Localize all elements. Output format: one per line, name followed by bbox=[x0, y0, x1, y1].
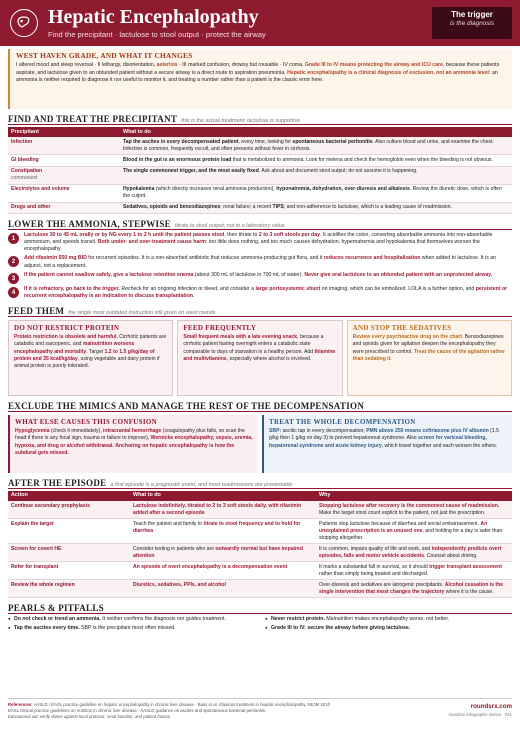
step-item: 1 Lactulose 30 to 45 mL orally or by NG every 1 to 2 h until the patient passes stool, then titrate to 2 to 3 soft stools per day. It acidifies the colon, converting absorbable ammonia into non-absorbable ammonium, and speeds transit. Both under- and over-treatment cause harm: too little does nothing, and too much causes dehydration, hypernatremia and hypokalemia that themselves worsen the encephalopathy. bbox=[8, 232, 512, 254]
list-item: ● Grade III to IV: secure the airway before giving lactulose. bbox=[265, 625, 512, 633]
section-precipitant-heading: FIND AND TREAT THE PRECIPITANT this is the actual treatment; lactulose is supportive bbox=[8, 113, 512, 125]
table-row: Refer for transplant An episode of overt encephalopathy is a decompensation event It marks a substantial fall in survival, so it should trigger transplant assessment rather than simply being treated and discharged. bbox=[8, 562, 512, 580]
list-item: ● Tap the ascites every time. SBP is the precipitant most often missed. bbox=[8, 625, 255, 633]
step-item: 2 Add rifaximin 550 mg BID for recurrent episodes. It is a non-absorbed antibiotic that reduces ammonia-producing gut flora, and it reduces recurrence and hospitalization when added to lactulose. It is an adjunct, not a replacement. bbox=[8, 255, 512, 270]
table-row: Infection Tap the ascites in every decompensated patient, every time, looking for spontaneous bacterial peritonitis. Also culture blood and urine, and examine the chest. Infection is common, frequently occult, and often presents without fever in cirrhosis. bbox=[8, 137, 512, 155]
references-2: EASL clinical practice guidelines on nutrition in chronic liver disease · AASLD guidance on ascites and spontaneous bacterial peritonitis. bbox=[8, 708, 267, 714]
series-label: roundsrx Infographic Series · #41 bbox=[448, 711, 512, 717]
step-item: 3 If the patient cannot swallow safely, give a lactulose retention enema (about 300 mL of lactulose in 700 mL of water). Never give oral lactulose to an obtunded patient with an unprotected airway. bbox=[8, 272, 512, 284]
mimics-boxes bbox=[8, 415, 512, 473]
step-item: 4 If it is refractory, go back to the trigger. Recheck for an ongoing infection or bleed, and consider a large portosystemic shunt on imaging, which can be embolized. LOLA is a further option, and persistent or recurrent encephalopathy is an indication to discuss transplantation. bbox=[8, 286, 512, 301]
table-header: What to do bbox=[120, 127, 512, 137]
references: References: AASLD / EASL practice guideline on hepatic encephalopathy in chronic liver disease · Bass et al, rifaximin treatment in hepatic encephalopathy, NEJM 2010 bbox=[8, 702, 330, 707]
disclaimer: Educational aid: verify doses against local protocol, renal function, and patient factors. bbox=[8, 714, 172, 720]
section-feed-heading: FEED THEM the single most outdated instruction still given on ward rounds bbox=[8, 305, 512, 317]
list-item: ● Do not check or trend an ammonia. It neither confirms the diagnosis nor guides treatment. bbox=[8, 616, 255, 624]
precipitant-table bbox=[8, 127, 512, 214]
box-stop-sedatives: AND STOP THE SEDATIVES Review every psychoactive drug on the chart. Benzodiazepines and opioids given for agitation deepen the encephalopathy they were prescribed to control. Treat the cause of the agitation rather than sedating it. bbox=[347, 320, 512, 396]
pearls-list bbox=[8, 616, 512, 633]
west-haven-callout bbox=[8, 49, 512, 109]
badge-title: The trigger bbox=[451, 10, 493, 19]
list-item: ● Never restrict protein. Malnutrition makes encephalopathy worse, not better. bbox=[265, 616, 512, 624]
box-decompensation: TREAT THE WHOLE DECOMPENSATION SBP: ascitic tap in every decompensation; PMN above 250 means ceftriaxone plus IV albumin (1.5 g/kg then 1 g/kg on day 3) to prevent hepatorenal syndrome. Also screen for variceal bleeding, hepatorenal syndrome and acute kidney injury, which travel together and each worsen the others. bbox=[262, 415, 512, 473]
page-title: Hepatic Encephalopathy bbox=[48, 6, 259, 28]
table-row: Continue secondary prophylaxis Lactulose indefinitely, titrated to 2 to 3 soft stools daily, with rifaximin added after a second episode Stopping lactulose after recovery is the commonest cause of readmission. Make the target stool count explicit to the patient, not just the prescription. bbox=[8, 501, 512, 519]
table-row: Explain the target Teach the patient and family to titrate to stool frequency and to hold for diarrhea Patients stop lactulose because of diarrhea and social embarrassment. An unexplained prescription is an unused one, and holding for a day is safer than stopping altogether. bbox=[8, 519, 512, 544]
liver-logo-icon bbox=[10, 9, 38, 37]
section-after-heading: AFTER THE EPISODE a first episode is a prognostic event, and most readmissions are preventable bbox=[8, 477, 512, 489]
brand-link[interactable]: roundsrx.com bbox=[470, 703, 512, 710]
header-banner bbox=[0, 0, 520, 46]
feed-boxes bbox=[8, 320, 512, 396]
table-row: Drugs and other Sedatives, opioids and benzodiazepines; renal failure; a recent TIPS; and non-adherence to lactulose, which is a leading cause of readmission. bbox=[8, 202, 512, 213]
brand bbox=[448, 703, 512, 717]
page-subtitle: Find the precipitant · lactulose to stool output · protect the airway bbox=[48, 30, 266, 39]
badge-subtitle: is the diagnosis bbox=[449, 20, 495, 28]
table-row: Review the whole regimen Diuretics, sedatives, PPIs, and alcohol Over-diuresis and sedatives are iatrogenic precipitants. Alcohol cessation is the single intervention that most changes the trajectory where it is the cause. bbox=[8, 580, 512, 598]
after-table: Action What to do Why Continue secondary prophylaxis Lactulose indefinitely, titrated to 2 to 3 soft stools daily, with rifaximin added after a second episode Stopping lactulose after recovery is the commonest cause of readmission. Make the target stool count explicit to the patient, not just the prescription. Explain the target Teach the patient and family to titrate to stool frequency and to hold for diarrhea Patients stop lactulose because of diarrhea and social embarrassment. An unexplained prescription is an unused one, and holding for a day is safer than stopping altogether. Screen for covert HE Consider testing in patients who are outwardly normal but have impaired attention It is common, impairs quality of life and work, and independently predicts overt episodes, falls and motor vehicle accidents. Counsel about driving. Refer for transplant An episode of overt encephalopathy is a decompensation event It marks a substantial fall in survival, so it should trigger transplant assessment rather than simply being treated and discharged. Review the whole regimen Diuretics, sedatives, PPIs, and alcohol Over-diuresis and sedatives are iatrogenic precipitants. Alcohol cessation is the single intervention that most changes the trajectory where it is the cause. bbox=[8, 491, 512, 599]
box-protein: DO NOT RESTRICT PROTEIN Protein restriction is obsolete and harmful. Cirrhotic patients are catabolic and sarcopenic, and malnutrition worsens encephalopathy and mortality. Target 1.2 to 1.5 g/kg/day of protein and 35 kcal/kg/day, using vegetable and dairy protein if animal protein is poorly tolerated. bbox=[8, 320, 173, 396]
box-mimics: WHAT ELSE CAUSES THIS CONFUSION Hypoglycemia (check it immediately), intracranial hemorrhage (coagulopathy plus falls, so scan the head if there is any focal sign, trauma or failure to improve), Wernicke encephalopathy, sepsis, uremia, hypoxia, and drug or alcohol withdrawal. Anchoring on hepatic encephalopathy is how the subdural gets missed. bbox=[8, 415, 258, 473]
table-row: Electrolytes and volume Hypokalemia (which directly increases renal ammonia production), hyponatremia, dehydration, over-diuresis and alkalosis. Review the diuretic dose, which is often the culprit. bbox=[8, 184, 512, 202]
table-row: Constipation commonest The single commonest trigger, and the most easily fixed. Ask about and document stool output; do not assume it is happening. bbox=[8, 166, 512, 184]
box-feed-frequently: FEED FREQUENTLY Small frequent meals with a late evening snack, because a cirrhotic patient fasting overnight enters a catabolic state comparable to days of starvation in a healthy person. Add thiamine and multivitamins, especially where alcohol is involved. bbox=[177, 320, 342, 396]
table-row: Screen for covert HE Consider testing in patients who are outwardly normal but have impaired attention It is common, impairs quality of life and work, and independently predicts overt episodes, falls and motor vehicle accidents. Counsel about driving. bbox=[8, 544, 512, 562]
footer bbox=[8, 698, 512, 721]
section-mimics-heading: EXCLUDE THE MIMICS AND MANAGE THE REST OF THE DECOMPENSATION bbox=[8, 400, 512, 412]
section-ammonia-heading: LOWER THE AMMONIA, STEPWISE titrate to stool output, not to a laboratory value bbox=[8, 218, 512, 230]
trigger-badge bbox=[432, 7, 512, 39]
ammonia-steps bbox=[8, 232, 512, 301]
table-header: Precipitant bbox=[8, 127, 120, 137]
callout-text: I altered mood and sleep reversal · II lethargy, disorientation, asterixis · III marked confusion, drowsy but rousable · IV coma. Grade III to IV means protecting the airway and ICU care, because these patients aspirate, and lactulose given to an obtunded patient without a secure airway is a direct route to aspiration pneumonia. Hepatic encephalopathy is a clinical diagnosis of exclusion, not an ammonia level: an ammonia is neither required to diagnose it nor useful to monitor it, and treating a number rather than a patient is the classic error here. bbox=[16, 62, 500, 83]
callout-title: WEST HAVEN GRADE, AND WHAT IT CHANGES bbox=[16, 51, 193, 60]
table-row: GI bleeding Blood in the gut is an enormous protein load that is metabolized to ammonia. Look for melena and check the hemoglobin even when the bleeding is not obvious. bbox=[8, 155, 512, 166]
section-pearls-heading: PEARLS & PITFALLS bbox=[8, 602, 512, 614]
